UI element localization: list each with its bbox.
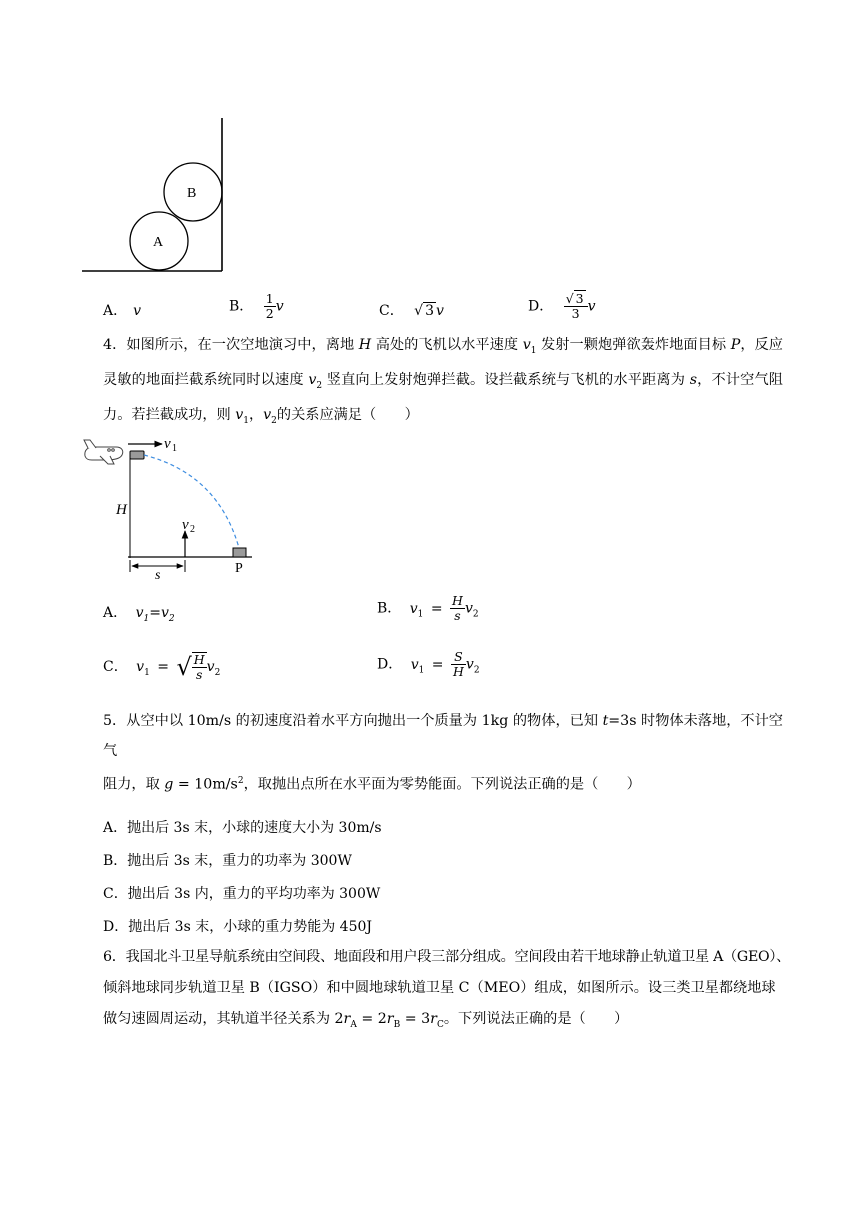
q4-option-b[interactable]: B． $v_1$ = $\frac{H}{s}$ $v_2$ (377, 593, 479, 623)
q3-options (103, 292, 783, 332)
q4-option-c[interactable]: C． $v_1$ = √ $\frac{H}{s}$ $v_2$ (103, 652, 221, 682)
q5-question-text: 5．从空中以 10m/s 的初速度沿着水平方向抛出一个质量为 1kg 的物体，已知 t=3s 时物体未落地，不计空气 阻力，取 $g = 10m/s^2$，取抛出点所在水平面为零势能面。下列说法正确的是（ ） (103, 713, 783, 793)
target-label-p: P (235, 561, 243, 576)
q3-label-a: A (153, 235, 164, 250)
q6-question-text: 6．我国北斗卫星导航系统由空间段、地面段和用户段三部分组成。空间段由若干地球静止轨道卫星 A（GEO）、 倾斜地球同步轨道卫星 B（IGSO）和中圆地球轨道卫星 C（MEO）组成，如图所示。设三类卫星都绕地球 做匀速圆周运动，其轨道半径关系为 $2r_A = 2r_B = 3r_C$。下列说法正确的是（ ） (103, 949, 791, 1030)
q4-question-text: 4．如图所示，在一次空地演习中，离地 H 高处的飞机以水平速度 $v_1$ 发射一颗炮弹欲轰炸地面目标 P，反应灵敏的地面拦截系统同时以速度 $v_2$ 竖直向上发射炮弹拦截。设拦截系统与飞机的水平距离为 s，不计空气阻力。若拦截成功，则 $v_1$，$v_2$的关系应满足（ ） (103, 337, 783, 426)
v1-label: v (164, 436, 171, 452)
plane-icon (84, 440, 123, 464)
q3-option-b[interactable]: B． $\frac{1}{2}$ v (229, 291, 284, 321)
sqrt-sign: √ (414, 303, 424, 319)
root3-over-3-fraction: $\frac{√ 3}{3}$ (564, 292, 588, 321)
h-over-s-fraction: $\frac{H}{s}$ (452, 593, 463, 623)
shell-icon (130, 451, 144, 459)
s-over-h-fraction: $\frac{S}{H}$ (452, 649, 464, 679)
target-block (233, 548, 246, 557)
q4-figure (78, 434, 268, 580)
q3-option-a[interactable]: A． v (103, 303, 142, 319)
sqrt-sign: √ (176, 653, 192, 681)
sqrt-h-over-s: $\frac{H}{s}$ (193, 652, 205, 682)
q3-option-c[interactable]: C． √ 3 v (379, 303, 444, 319)
h-label: H (116, 502, 127, 518)
s-label: s (155, 568, 161, 580)
q4-option-d[interactable]: D． $v_1$ = $\frac{S}{H}$ $v_2$ (377, 649, 480, 679)
half-fraction: $\frac{1}{2}$ (265, 291, 274, 321)
q3-label-b: B (187, 186, 197, 201)
q5-option-c[interactable]: C．抛出后 3s 内，重力的平均功率为 300W (103, 886, 381, 902)
q3-figure (75, 112, 235, 277)
q5-option-d[interactable]: D．抛出后 3s 末，小球的重力势能为 450J (103, 919, 373, 935)
q4-options (103, 594, 783, 694)
q4-option-a[interactable]: A． $v_1=v_2$ (103, 605, 175, 624)
orbit-radius-formula: $2r_A = 2r_B = 3r_C$ (334, 1011, 444, 1030)
q5-option-a[interactable]: A．抛出后 3s 末，小球的速度大小为 30m/s (103, 820, 382, 836)
v2-sub: 2 (190, 524, 195, 535)
v1-sub: 1 (172, 443, 177, 454)
v2-label: v (182, 517, 189, 533)
q3-option-d[interactable]: D． $\frac{√ 3}{3}$ v (528, 291, 596, 321)
q5-option-b[interactable]: B．抛出后 3s 末，重力的功率为 300W (103, 853, 352, 869)
